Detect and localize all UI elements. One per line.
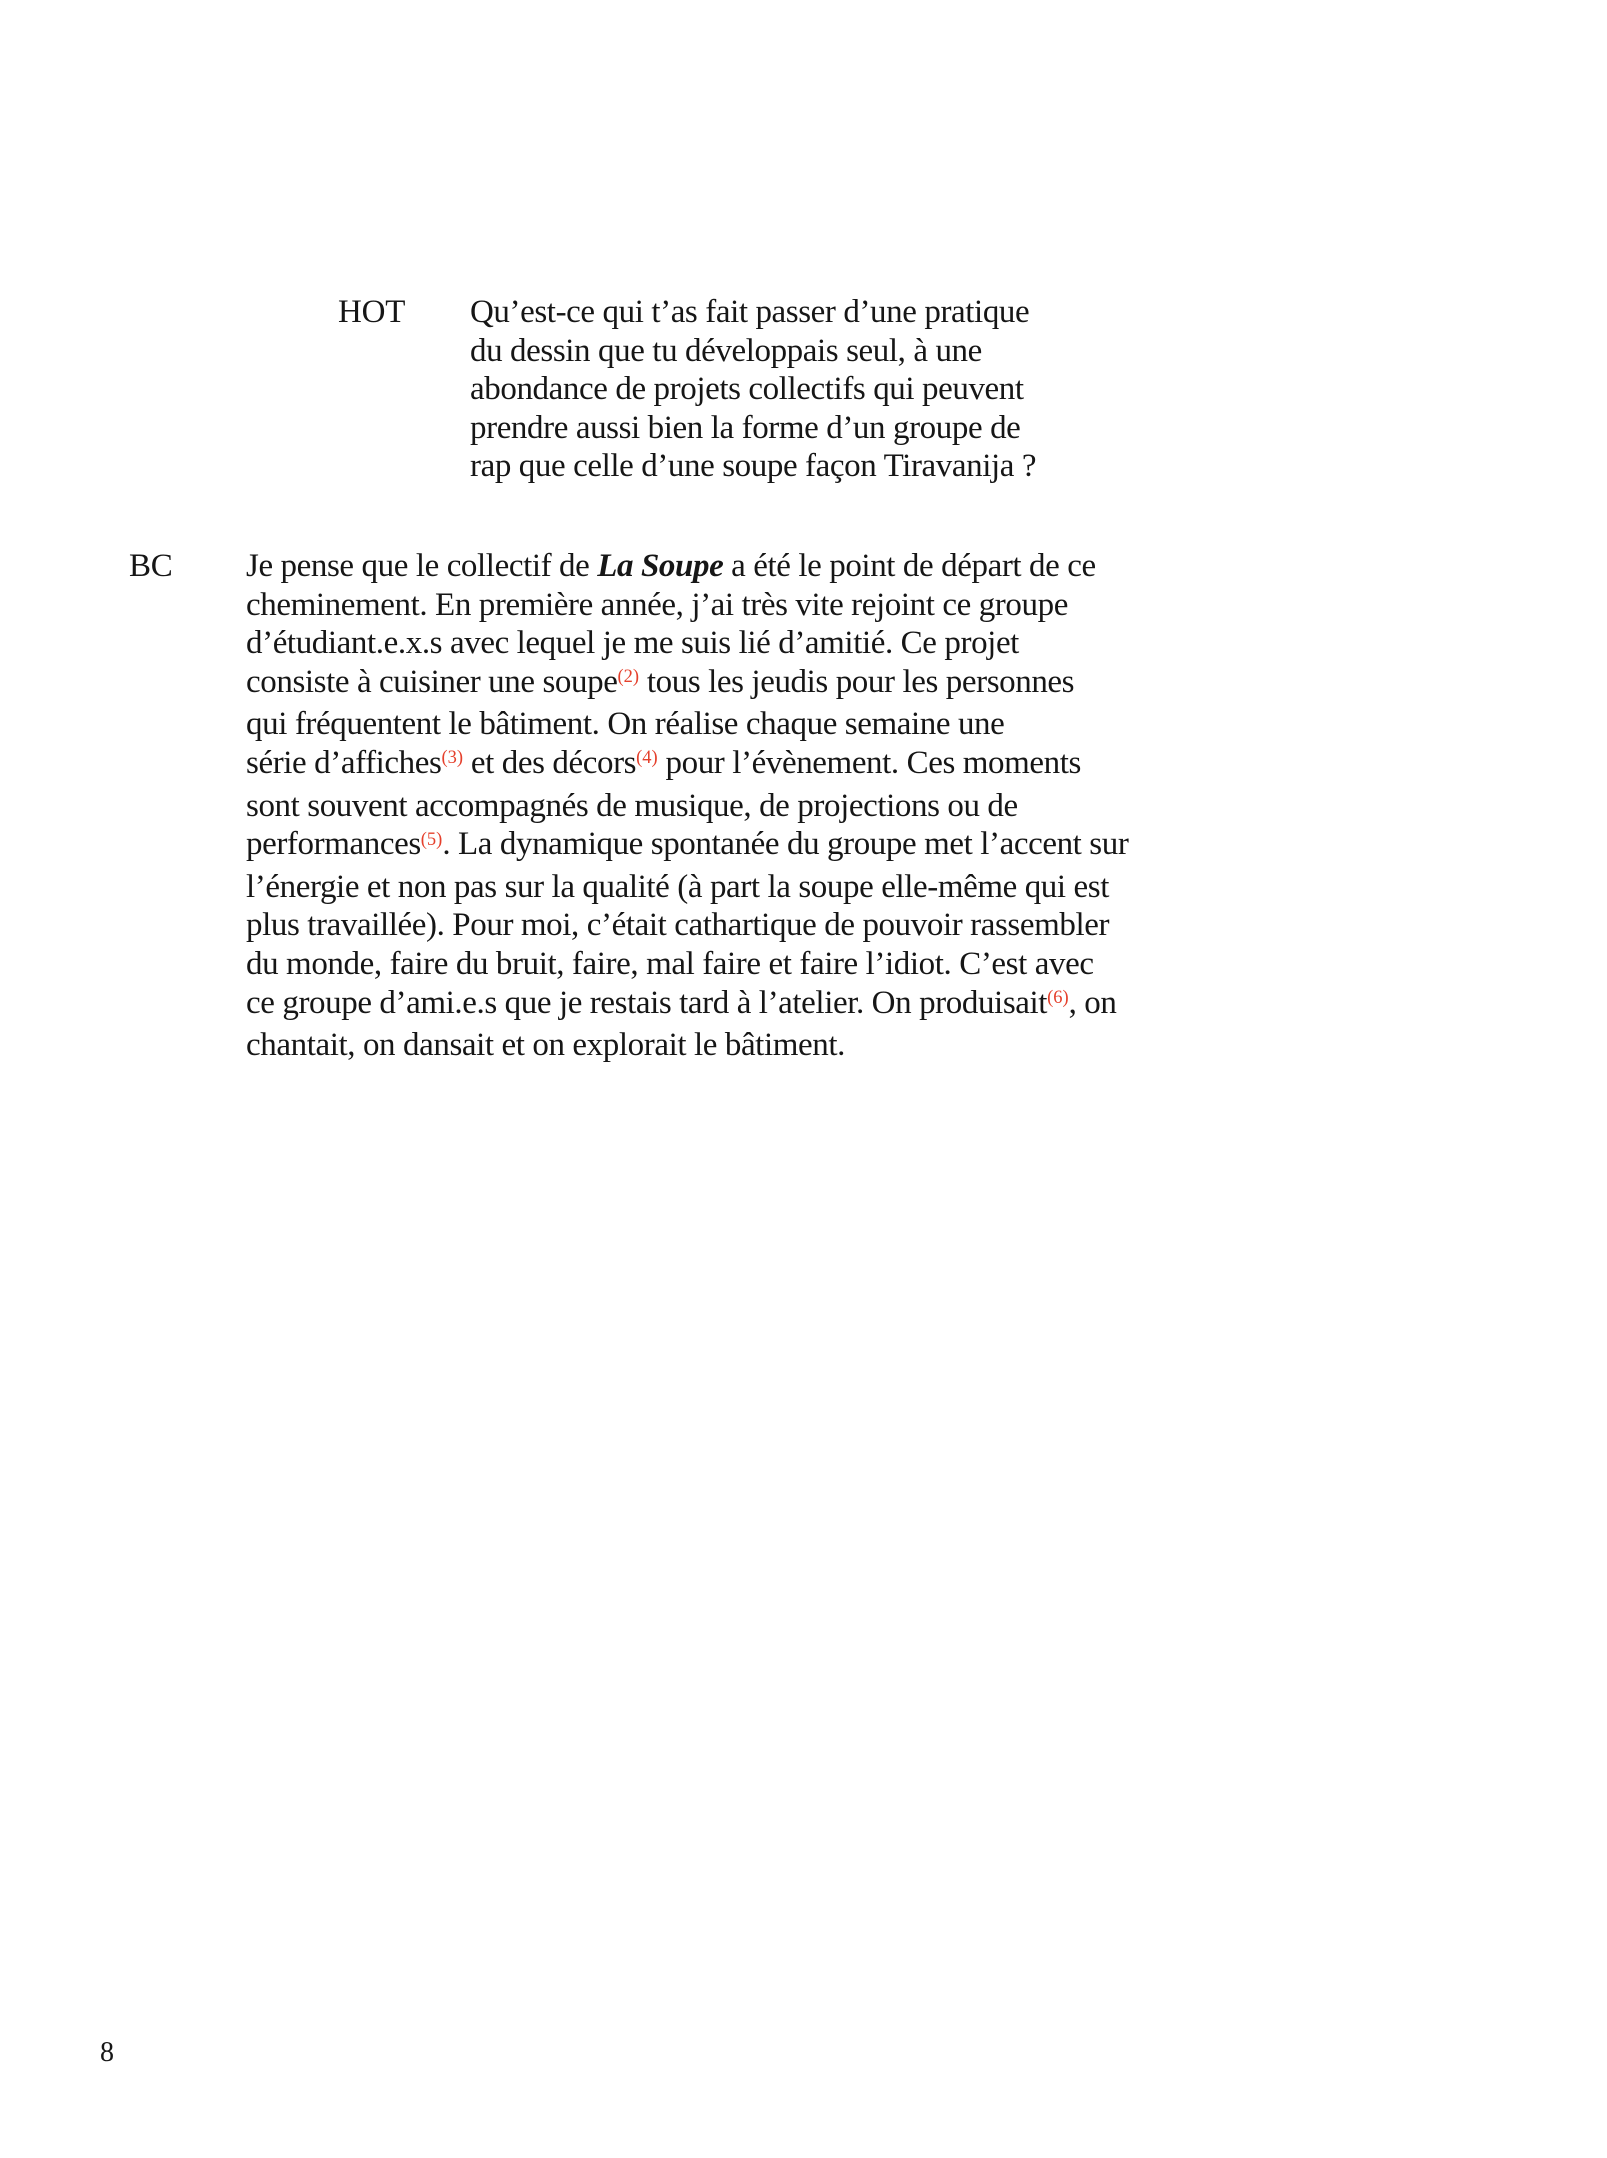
- text-segment: chantait, on dansait et on explorait le bâtiment.: [246, 1027, 845, 1064]
- footnote-marker: (2): [617, 666, 640, 687]
- text-segment: consiste à cuisiner une soupe: [246, 663, 618, 700]
- text-segment: a été le point de départ de ce: [723, 548, 1096, 584]
- question-speaker-label: HOT: [338, 294, 406, 330]
- text-line: [246, 744, 1128, 787]
- text-line: [246, 945, 1128, 984]
- text-segment: du dessin que tu développais seul, à une: [470, 332, 982, 369]
- question-block: [338, 293, 1036, 486]
- text-segment: d’étudiant.e.x.s avec lequel je me suis lié d’amitié. Ce projet: [246, 625, 1019, 662]
- footnote-marker: (5): [420, 828, 443, 849]
- text-segment: série d’affiches: [246, 744, 442, 781]
- text-segment: prendre aussi bien la forme d’un groupe de: [470, 409, 1021, 446]
- text-segment: du monde, faire du bruit, faire, mal faire et faire l’idiot. C’est avec: [246, 945, 1094, 982]
- text-line: [470, 447, 1036, 486]
- text-line: [246, 906, 1128, 945]
- text-segment: abondance de projets collectifs qui peuvent: [470, 371, 1024, 408]
- text-segment: performances: [246, 826, 421, 863]
- footnote-marker: (3): [441, 747, 464, 768]
- question-text: [470, 293, 1036, 486]
- text-segment: . La dynamique spontanée du groupe met l’accent sur: [442, 826, 1129, 863]
- text-segment: Qu’est-ce qui t’as fait passer d’une pratique: [470, 294, 1030, 330]
- text-line: [246, 787, 1128, 826]
- text-line: [246, 663, 1128, 706]
- text-segment: sont souvent accompagnés de musique, de projections ou de: [246, 787, 1018, 824]
- text-line: [470, 332, 1036, 371]
- text-segment: et des décors: [463, 744, 637, 781]
- text-segment: , on: [1068, 984, 1117, 1021]
- text-segment: pour l’évènement. Ces moments: [657, 744, 1081, 781]
- text-line: [470, 293, 1036, 332]
- text-line: [246, 825, 1128, 868]
- text-segment: plus travaillée). Pour moi, c’était cathartique de pouvoir rassembler: [246, 907, 1110, 944]
- text-segment: tous les jeudis pour les personnes: [639, 663, 1075, 700]
- text-segment: Je pense que le collectif de: [246, 548, 598, 584]
- page-number: 8: [100, 2037, 114, 2068]
- text-line: [246, 705, 1128, 744]
- answer-text: [246, 547, 1128, 1065]
- text-segment: cheminement. En première année, j’ai très vite rejoint ce groupe: [246, 586, 1068, 623]
- text-segment: rap que celle d’une soupe façon Tiravanija ?: [470, 448, 1037, 485]
- footnote-marker: (6): [1047, 986, 1069, 1007]
- text-segment: qui fréquentent le bâtiment. On réalise chaque semaine une: [246, 706, 1005, 743]
- text-line: [246, 984, 1128, 1027]
- footnote-marker: (4): [636, 747, 658, 768]
- text-segment: ce groupe d’ami.e.s que je restais tard à l’atelier. On produisait: [246, 984, 1048, 1021]
- text-line: [246, 624, 1128, 663]
- text-line: [246, 586, 1128, 625]
- text-line: [246, 1026, 1128, 1065]
- text-line: [246, 547, 1128, 586]
- answer-speaker-label: BC: [129, 548, 173, 584]
- text-line: [470, 409, 1036, 448]
- text-line: [470, 370, 1036, 409]
- work-title: La Soupe: [597, 548, 724, 584]
- text-line: [246, 868, 1128, 907]
- text-segment: l’énergie et non pas sur la qualité (à part la soupe elle-même qui est: [246, 868, 1109, 905]
- answer-block: [129, 547, 1128, 1065]
